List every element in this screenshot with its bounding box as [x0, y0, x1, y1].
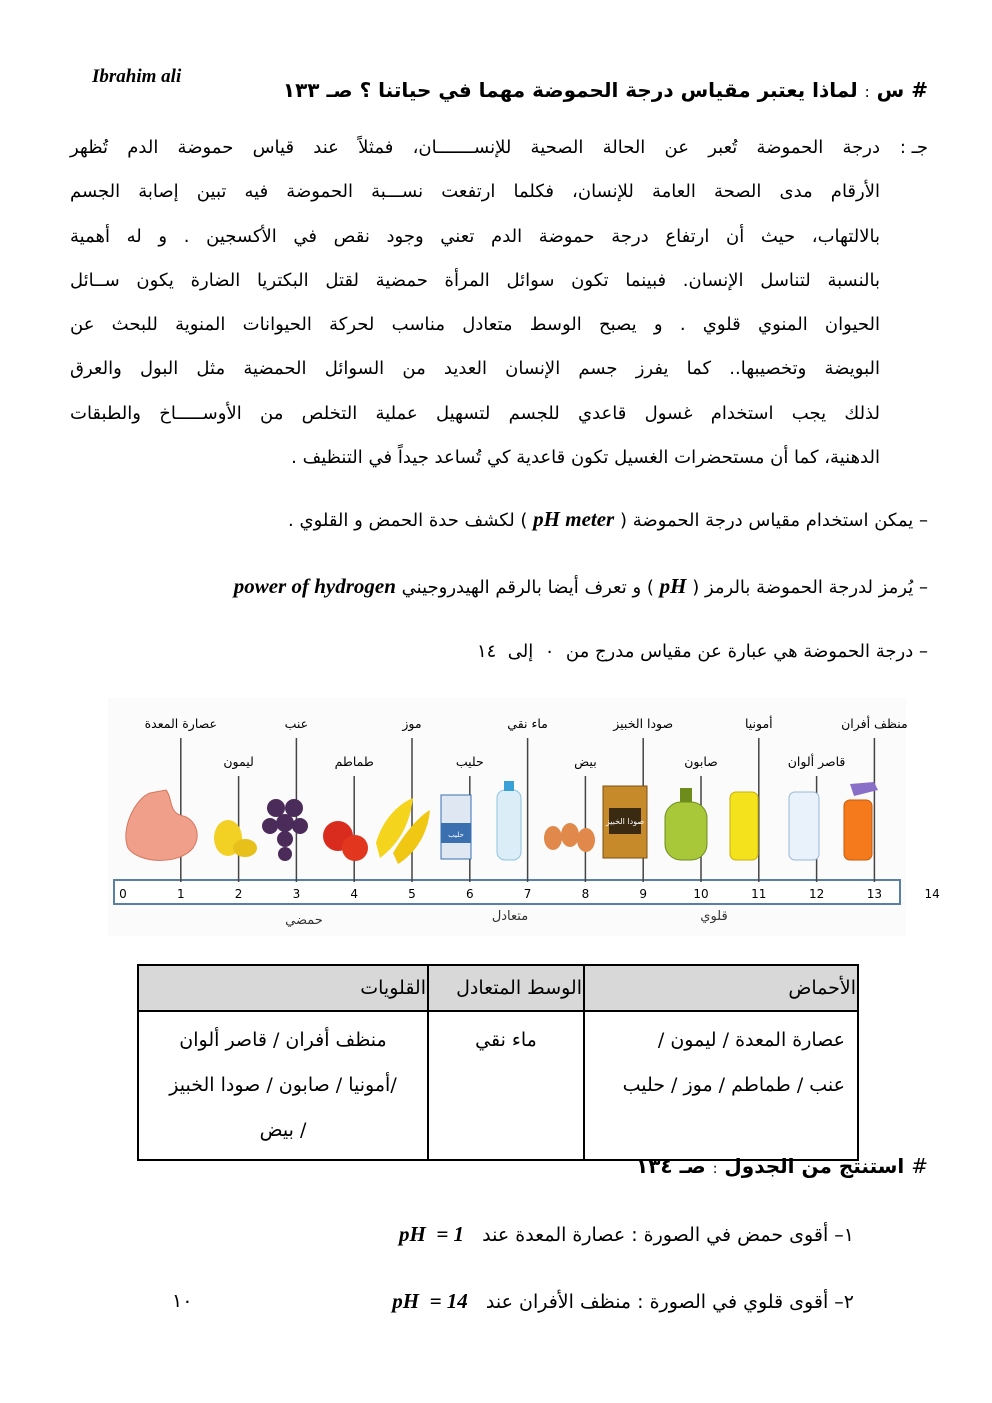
- scale-number: 5: [408, 887, 416, 901]
- scale-number: 1: [176, 887, 185, 901]
- substance-label: قاصر ألوان: [787, 754, 846, 769]
- zone-neutral-label: متعادل: [491, 909, 529, 924]
- zone-acidic-label: حمضي: [285, 913, 323, 928]
- scale-number: 6: [465, 887, 474, 901]
- conclusion-heading: # استنتج من الجدول : صـ ١٣٤: [636, 1154, 928, 1178]
- water-bottle-icon: [497, 790, 521, 860]
- substance-label: طماطم: [334, 754, 374, 769]
- answer-line: بالالتهاب، حيث أن ارتفاع درجة حموضة الدم تعني وجود نقص في الأكسجين . و له أهمية: [70, 225, 880, 247]
- scale-number: 14: [924, 887, 940, 901]
- bullet-ph-meter: – يمكن استخدام مقياس درجة الحموضة ( pH meter ) لكشف حدة الحمض و القلوي .: [288, 507, 928, 531]
- soap-icon: [665, 802, 707, 860]
- scale-number: 9: [639, 887, 648, 901]
- bullet-ph-symbol: – يُرمز لدرجة الحموضة بالرمز ( pH ) و تعرف أيضا بالرقم الهيدروجيني power of hydrogen: [233, 574, 928, 598]
- soda-label: صودا الخبيز: [605, 817, 645, 826]
- answer-line: بالنسبة لتناسل الإنسان. فبينما تكون سوائل المرأة حمضية لقتل البكتريا الضارة يكون ســائل: [70, 269, 880, 291]
- substance-label: عنب: [284, 716, 309, 731]
- substance-label: صابون: [684, 754, 718, 769]
- neutral-cell: ماء نقي: [428, 1011, 584, 1160]
- bases-cell: منظف أفران / قاصر ألوان /أمونيا / صابون / صودا الخبيز / بيض: [138, 1011, 428, 1160]
- scale-number: 11: [751, 887, 767, 901]
- answer-label: جـ :: [899, 137, 928, 158]
- eggs-icon: [544, 823, 595, 852]
- question-label: س: [876, 78, 905, 102]
- power-of-hydrogen-term: power of hydrogen: [233, 574, 396, 598]
- scale-number: 3: [292, 887, 301, 901]
- milk-label: حليب: [448, 831, 464, 839]
- answer-line: الحيوان المنوي قلوي . و يصبح الوسط متعادل مناسب لحركة الحيوانات المنوية للبحث عن: [70, 314, 880, 336]
- question-page-ref: صـ ١٣٣: [282, 78, 353, 102]
- oven-cleaner-icon: [844, 800, 872, 860]
- table-row: [138, 1011, 858, 1160]
- bleach-icon: [789, 792, 819, 860]
- scale-number: 8: [581, 887, 590, 901]
- substance-label: صودا الخبيز: [613, 716, 674, 731]
- author-name: Ibrahim ali: [92, 66, 182, 87]
- question-colon: :: [864, 83, 870, 101]
- substance-label: بيض: [574, 754, 597, 769]
- substance-label: حليب: [455, 754, 484, 769]
- answer-paragraph: [70, 126, 928, 480]
- acids-cell: عصارة المعدة / ليمون / عنب / طماطم / موز / حليب: [584, 1011, 858, 1160]
- substance-label: ماء نقي: [507, 716, 548, 731]
- substance-label: ليمون: [223, 754, 254, 769]
- answer-line: البويضة وتخصيبها.. كما يفرز جسم الإنسان العديد من السوائل الحمضية مثل البول والعرق: [70, 358, 880, 380]
- page-number: ١٠: [172, 1290, 193, 1312]
- zone-basic-label: قلوي: [700, 909, 728, 924]
- scale-number: 7: [523, 887, 532, 901]
- conclusion-item-1: ١– أقوى حمض في الصورة : عصارة المعدة عند pH = 1: [398, 1222, 854, 1246]
- substance-label: منظف أفران: [841, 716, 908, 731]
- grapes-icon: [262, 799, 308, 861]
- substance-label: عصارة المعدة: [144, 716, 217, 731]
- scale-number: 2: [234, 887, 243, 901]
- question-text: لماذا يعتبر مقياس درجة الحموضة مهما في حياتنا ؟: [359, 78, 858, 102]
- header-neutral: الوسط المتعادل: [428, 965, 584, 1011]
- bullet-ph-range: – درجة الحموضة هي عبارة عن مقياس مدرج من ٠ إلى ١٤: [477, 641, 928, 662]
- classification-table: [137, 964, 859, 1161]
- scale-number: 4: [350, 887, 359, 901]
- substance-label: موز: [402, 716, 422, 731]
- ph-scale-figure: [108, 698, 940, 936]
- stomach-icon: [126, 790, 197, 860]
- answer-line: الدهنية، كما أن مستحضرات الغسيل تكون قاعدية كي تُساعد جيداً في التنظيف .: [291, 447, 880, 469]
- ph-symbol: pH: [659, 574, 687, 598]
- header-acids: الأحماض: [584, 965, 858, 1011]
- answer-line: لذلك يجب استخدام غسول قاعدي للجسم لتسهيل عملية التخلص من الأوســـــاخ والطبقات: [70, 402, 880, 424]
- answer-line: درجة الحموضة تُعبر عن الحالة الصحية للإنســـــــان، فمثلاً عند قياس حموضة الدم تُظهر: [70, 137, 880, 158]
- scale-number: 0: [119, 887, 127, 901]
- question-heading: [283, 78, 928, 102]
- answer-line: الأرقام مدى الصحة العامة للإنسان، فكلما ارتفعت نســـبة الحموضة فيه تبين إصابة الجسم: [70, 181, 880, 203]
- ammonia-icon: [730, 792, 758, 860]
- scale-number: 10: [693, 887, 709, 901]
- scale-number: 13: [866, 887, 883, 901]
- header-bases: القلويات: [138, 965, 428, 1011]
- ph-meter-term: pH meter: [533, 507, 615, 531]
- scale-bar: [114, 880, 900, 904]
- scale-number: 12: [808, 887, 825, 901]
- hash-mark: #: [911, 78, 928, 102]
- substance-label: أمونيا: [744, 716, 773, 731]
- conclusion-item-2: ٢– أقوى قلوي في الصورة : منظف الأفران عند pH = 14: [392, 1289, 854, 1313]
